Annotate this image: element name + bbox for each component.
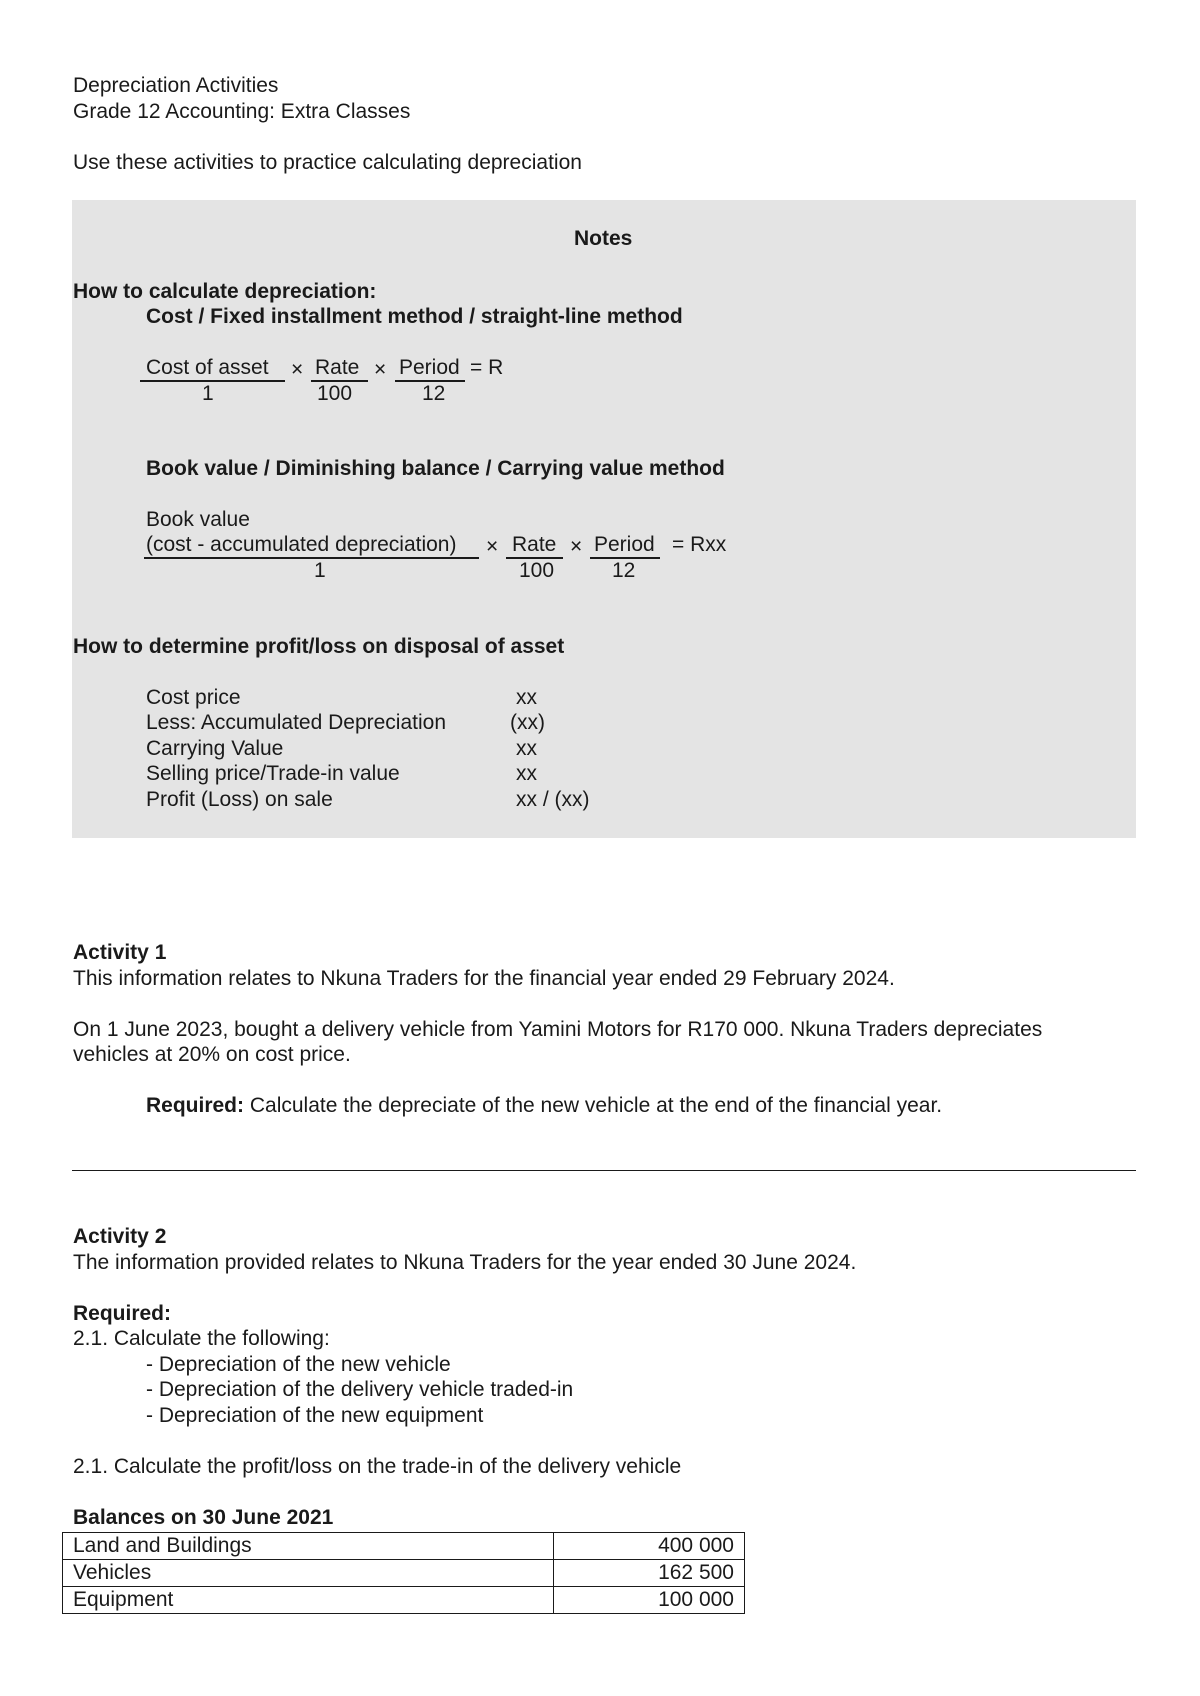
diminishing-heading: Book value / Diminishing balance / Carrying value method (146, 457, 725, 480)
disposal-label-accum: Less: Accumulated Depreciation (146, 711, 446, 734)
db-den-2: 100 (519, 559, 555, 582)
document-title: Depreciation Activities (73, 74, 279, 97)
disposal-value-selling: xx (516, 762, 537, 785)
sl-den-2: 100 (317, 382, 353, 405)
activity2-title: Activity 2 (73, 1225, 167, 1248)
balance-label: Vehicles (63, 1560, 554, 1587)
disposal-value-profit: xx / (xx) (516, 788, 590, 811)
straight-line-heading: Cost / Fixed installment method / straight-line method (146, 305, 683, 328)
table-row (63, 1560, 745, 1587)
db-den-3: 12 (612, 559, 636, 582)
activity1-required-label: Required: (146, 1094, 245, 1117)
balance-amount: 162 500 (554, 1560, 745, 1587)
sl-cost-of-asset: Cost of asset (146, 356, 269, 379)
activity1-para-line-1: On 1 June 2023, bought a delivery vehicle from Yamini Motors for R170 000. Nkuna Traders depreciates (73, 1018, 1043, 1041)
balances-table (62, 1532, 745, 1614)
table-row (63, 1533, 745, 1560)
intro-text: Use these activities to practice calculating depreciation (73, 151, 582, 174)
disposal-heading: How to determine profit/loss on disposal of asset (73, 635, 565, 658)
activity2-req1: 2.1. Calculate the following: (73, 1327, 330, 1350)
document-subtitle: Grade 12 Accounting: Extra Classes (73, 100, 411, 123)
sl-times-2: × (374, 358, 387, 381)
disposal-label-profit: Profit (Loss) on sale (146, 788, 333, 811)
sl-result: = R (470, 356, 504, 379)
activity1-intro: This information relates to Nkuna Traders for the financial year ended 29 February 2024. (73, 967, 895, 990)
db-numerator: (cost - accumulated depreciation) (146, 533, 457, 556)
sl-times-1: × (291, 358, 304, 381)
activity2-bullet-2: - Depreciation of the delivery vehicle traded-in (146, 1378, 574, 1401)
db-fraction-bar-1 (144, 557, 479, 559)
calc-heading: How to calculate depreciation: (73, 280, 377, 303)
notes-heading: Notes (574, 227, 633, 250)
activity1-required (146, 1093, 942, 1119)
table-row (63, 1587, 745, 1614)
db-den-1: 1 (314, 559, 326, 582)
sl-period: Period (399, 356, 460, 379)
sl-den-1: 1 (202, 382, 214, 405)
activity2-req2: 2.1. Calculate the profit/loss on the trade-in of the delivery vehicle (73, 1455, 682, 1478)
activity1-title: Activity 1 (73, 941, 167, 964)
disposal-label-selling: Selling price/Trade-in value (146, 762, 400, 785)
balance-label: Equipment (63, 1587, 554, 1614)
activity2-bullet-1: - Depreciation of the new vehicle (146, 1353, 451, 1376)
disposal-value-accum: (xx) (510, 711, 545, 734)
sl-rate: Rate (315, 356, 360, 379)
balance-label: Land and Buildings (63, 1533, 554, 1560)
disposal-value-cost: xx (516, 686, 537, 709)
section-divider (72, 1170, 1136, 1171)
balances-heading: Balances on 30 June 2021 (73, 1506, 334, 1529)
activity1-required-text: Calculate the depreciate of the new vehicle at the end of the financial year. (249, 1094, 943, 1117)
disposal-label-carrying: Carrying Value (146, 737, 284, 760)
sl-den-3: 12 (422, 382, 446, 405)
activity2-intro: The information provided relates to Nkuna Traders for the year ended 30 June 2024. (73, 1251, 857, 1274)
balance-amount: 100 000 (554, 1587, 745, 1614)
activity2-bullet-3: - Depreciation of the new equipment (146, 1404, 484, 1427)
db-times-2: × (570, 535, 583, 558)
db-period: Period (594, 533, 655, 556)
db-rate: Rate (512, 533, 557, 556)
db-result: = Rxx (672, 533, 727, 556)
disposal-value-carrying: xx (516, 737, 537, 760)
balance-amount: 400 000 (554, 1533, 745, 1560)
db-book-value: Book value (146, 508, 250, 531)
activity1-para-line-2: vehicles at 20% on cost price. (73, 1043, 351, 1066)
activity2-required-label: Required: (73, 1302, 172, 1325)
db-times-1: × (486, 535, 499, 558)
disposal-label-cost: Cost price (146, 686, 241, 709)
